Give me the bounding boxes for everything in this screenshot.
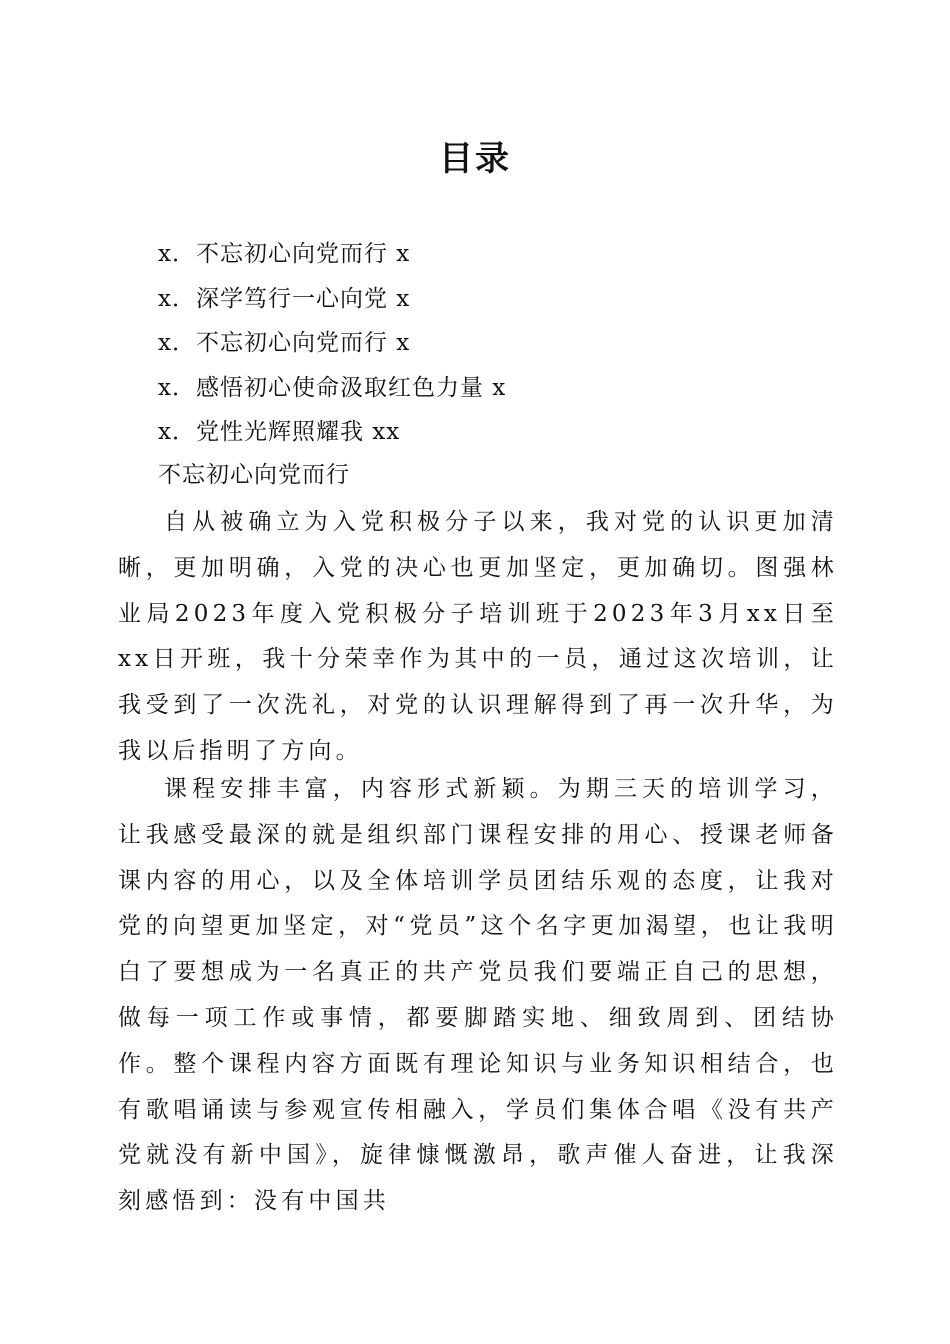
section-title: 不忘初心向党而行: [158, 462, 350, 488]
body-paragraph: 自从被确立为入党积极分子以来，我对党的认识更加清晰，更加明确，入党的决心也更加坚定，更加确切。图强林业局2023年度入党积极分子培训班于2023年3月xx日至xx日开班，我十分荣幸作为其中的一员，通过这次培训，让我受到了一次洗礼，对党的认识理解得到了再一次升华，为我以后指明了方向。: [118, 509, 838, 764]
toc-item: x．感悟初心使命汲取红色力量 x: [158, 374, 507, 401]
toc-item: x．不忘初心向党而行 x: [158, 241, 411, 267]
toc-item: x．深学笃行一心向党 x: [158, 285, 411, 312]
table-of-contents: [158, 232, 506, 455]
toc-item: x．不忘初心向党而行 x: [158, 330, 411, 356]
toc-item: x．党性光辉照耀我 xx: [158, 419, 401, 445]
body-paragraph: 课程安排丰富，内容形式新颖。为期三天的培训学习，让我感受最深的就是组织部门课程安排的用心、授课老师备课内容的用心，以及全体培训学员团结乐观的态度，让我对党的向望更加坚定，对“党员”这个名字更加渴望，也让我明白了要想成为一名真正的共产党员我们要端正自己的思想，做每一项工作或事情，都要脚踏实地、细致周到、团结协作。整个课程内容方面既有理论知识与业务知识相结合，也有歌唱诵读与参观宣传相融入，学员们集体合唱《没有共产党就没有新中国》，旋律慷慨激昂，歌声催人奋进，让我深刻感悟到：没有中国共: [118, 776, 838, 1215]
document-title: 目录: [439, 139, 511, 179]
